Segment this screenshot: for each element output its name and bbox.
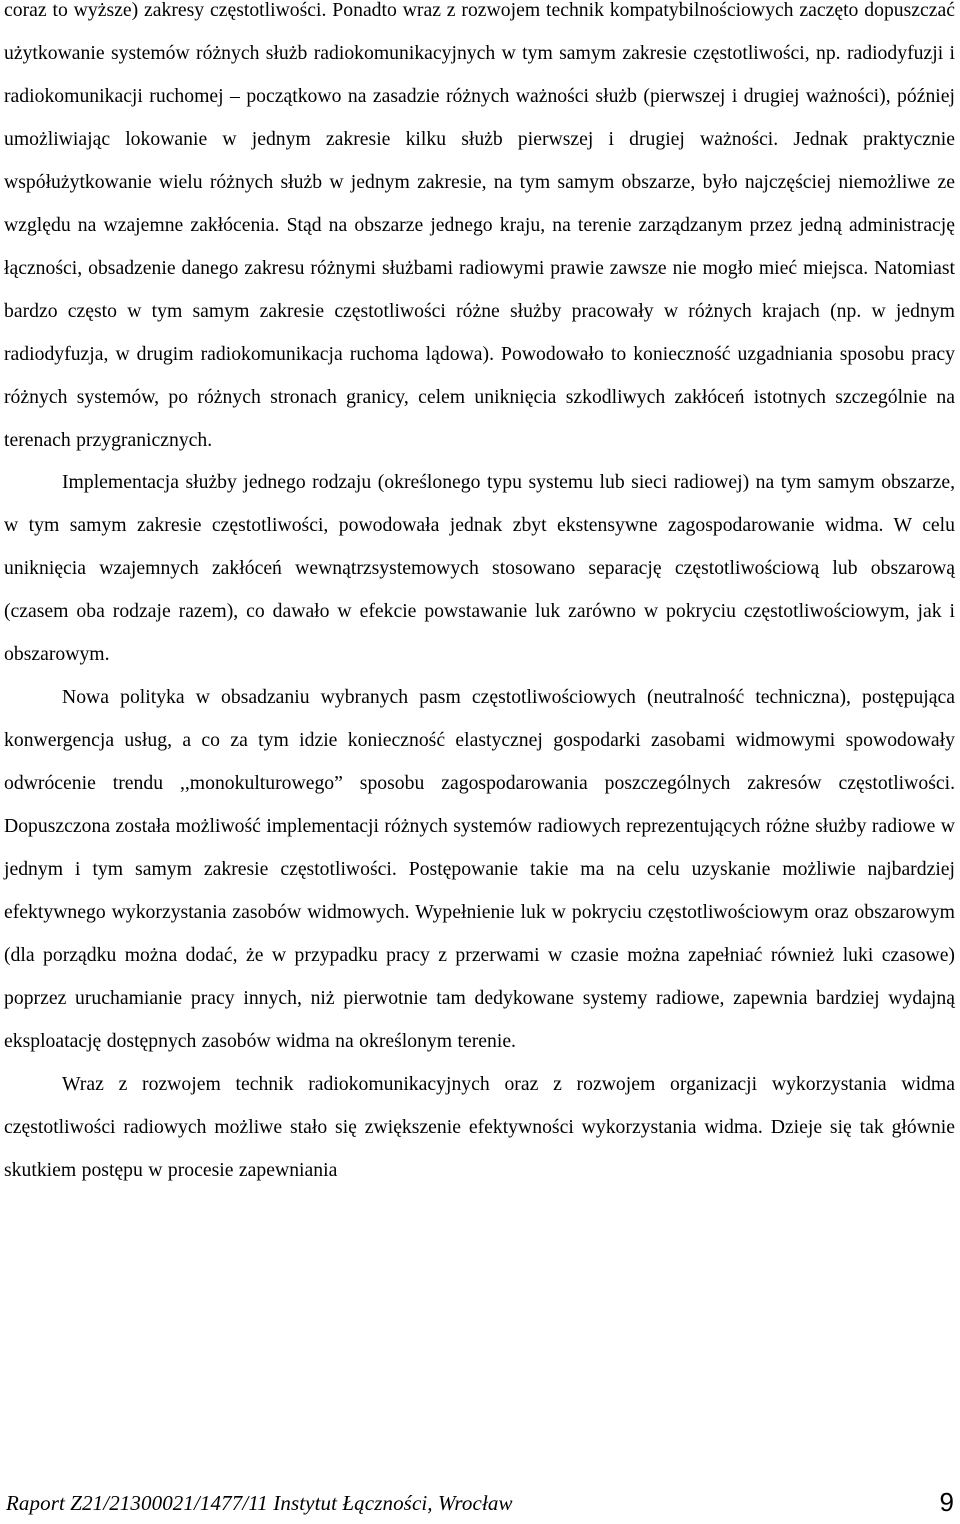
document-body (4, 0, 955, 1192)
paragraph-development: Wraz z rozwojem technik radiokomunikacyjnych oraz z rozwojem organizacji wykorzystania widma częstotliwości radiowych możliwe stało się zwiększenie efektywności wykorzystania widma. Dzieje się tak głównie skutkiem postępu w procesie zapewniania (4, 1072, 955, 1181)
paragraph-continuation: coraz to wyższe) zakresy częstotliwości. Ponadto wraz z rozwojem technik kompatybilnościowych zaczęto dopuszczać użytkowanie systemów różnych służb radiokomunikacyjnych w tym samym zakresie częstotliwości, np. radiodyfuzji i radiokomunikacji ruchomej – początkowo na zasadzie różnych ważności służb (pierwszej i drugiej ważności), później umożliwiając lokowanie w jednym zakresie kilku służb pierwszej i drugiej ważności. Jednak praktycznie współużytkowanie wielu różnych służb w jednym zakresie, na tym samym obszarze, było najczęściej niemożliwe ze względu na wzajemne zakłócenia. Stąd na obszarze jednego kraju, na terenie zarządzanym przez jedną administrację łączności, obsadzenie danego zakresu różnymi służbami radiowymi prawie zawsze nie mogło mieć miejsca. Natomiast bardzo często w tym samym zakresie częstotliwości różne służby pracowały w różnych krajach (np. w jednym radiodyfuzja, w drugim radiokomunikacja ruchoma lądowa). Powodowało to konieczność uzgadniania sposobu pracy różnych systemów, po różnych stronach granicy, celem uniknięcia szkodliwych zakłóceń istotnych szczególnie na terenach przygranicznych. (4, 0, 955, 451)
footer-report-reference: Raport Z21/21300021/1477/11 Instytut Łączności, Wrocław (6, 1491, 513, 1515)
paragraph-implementation: Implementacja służby jednego rodzaju (określonego typu systemu lub sieci radiowej) na tym samym obszarze, w tym samym zakresie częstotliwości, powodowała jednak zbyt ekstensywne zagospodarowanie widma. W celu uniknięcia wzajemnych zakłóceń wewnątrzsystemowych stosowano separację częstotliwościową lub obszarową (czasem oba rodzaje razem), co dawało w efekcie powstawanie luk zarówno w pokryciu częstotliwościowym, jak i obszarowym. (4, 471, 955, 666)
page-number: 9 (939, 1487, 954, 1517)
paragraph-new-policy: Nowa polityka w obsadzaniu wybranych pasm częstotliwościowych (neutralność techniczna), postępująca konwergencja usług, a co za tym idzie konieczność elastycznej gospodarki zasobami widmowymi spowodowały odwrócenie trendu ,,monokulturowego” sposobu zagospodarowania poszczególnych zakresów częstotliwości. Dopuszczona została możliwość implementacji różnych systemów radiowych reprezentujących różne służby radiowe w jednym i tym samym zakresie częstotliwości. Postępowanie takie ma na celu uzyskanie możliwie najbardziej efektywnego wykorzystania zasobów widmowych. Wypełnienie luk w pokryciu częstotliwościowym oraz obszarowym (dla porządku można dodać, że w przypadku pracy z przerwami w czasie można zapełniać również luki czasowe) poprzez uruchamianie pracy innych, niż pierwotnie tam dedykowane systemy radiowe, zapewnia bardziej wydajną eksploatację dostępnych zasobów widma na określonym terenie. (4, 686, 955, 1052)
page-footer (6, 1484, 954, 1524)
